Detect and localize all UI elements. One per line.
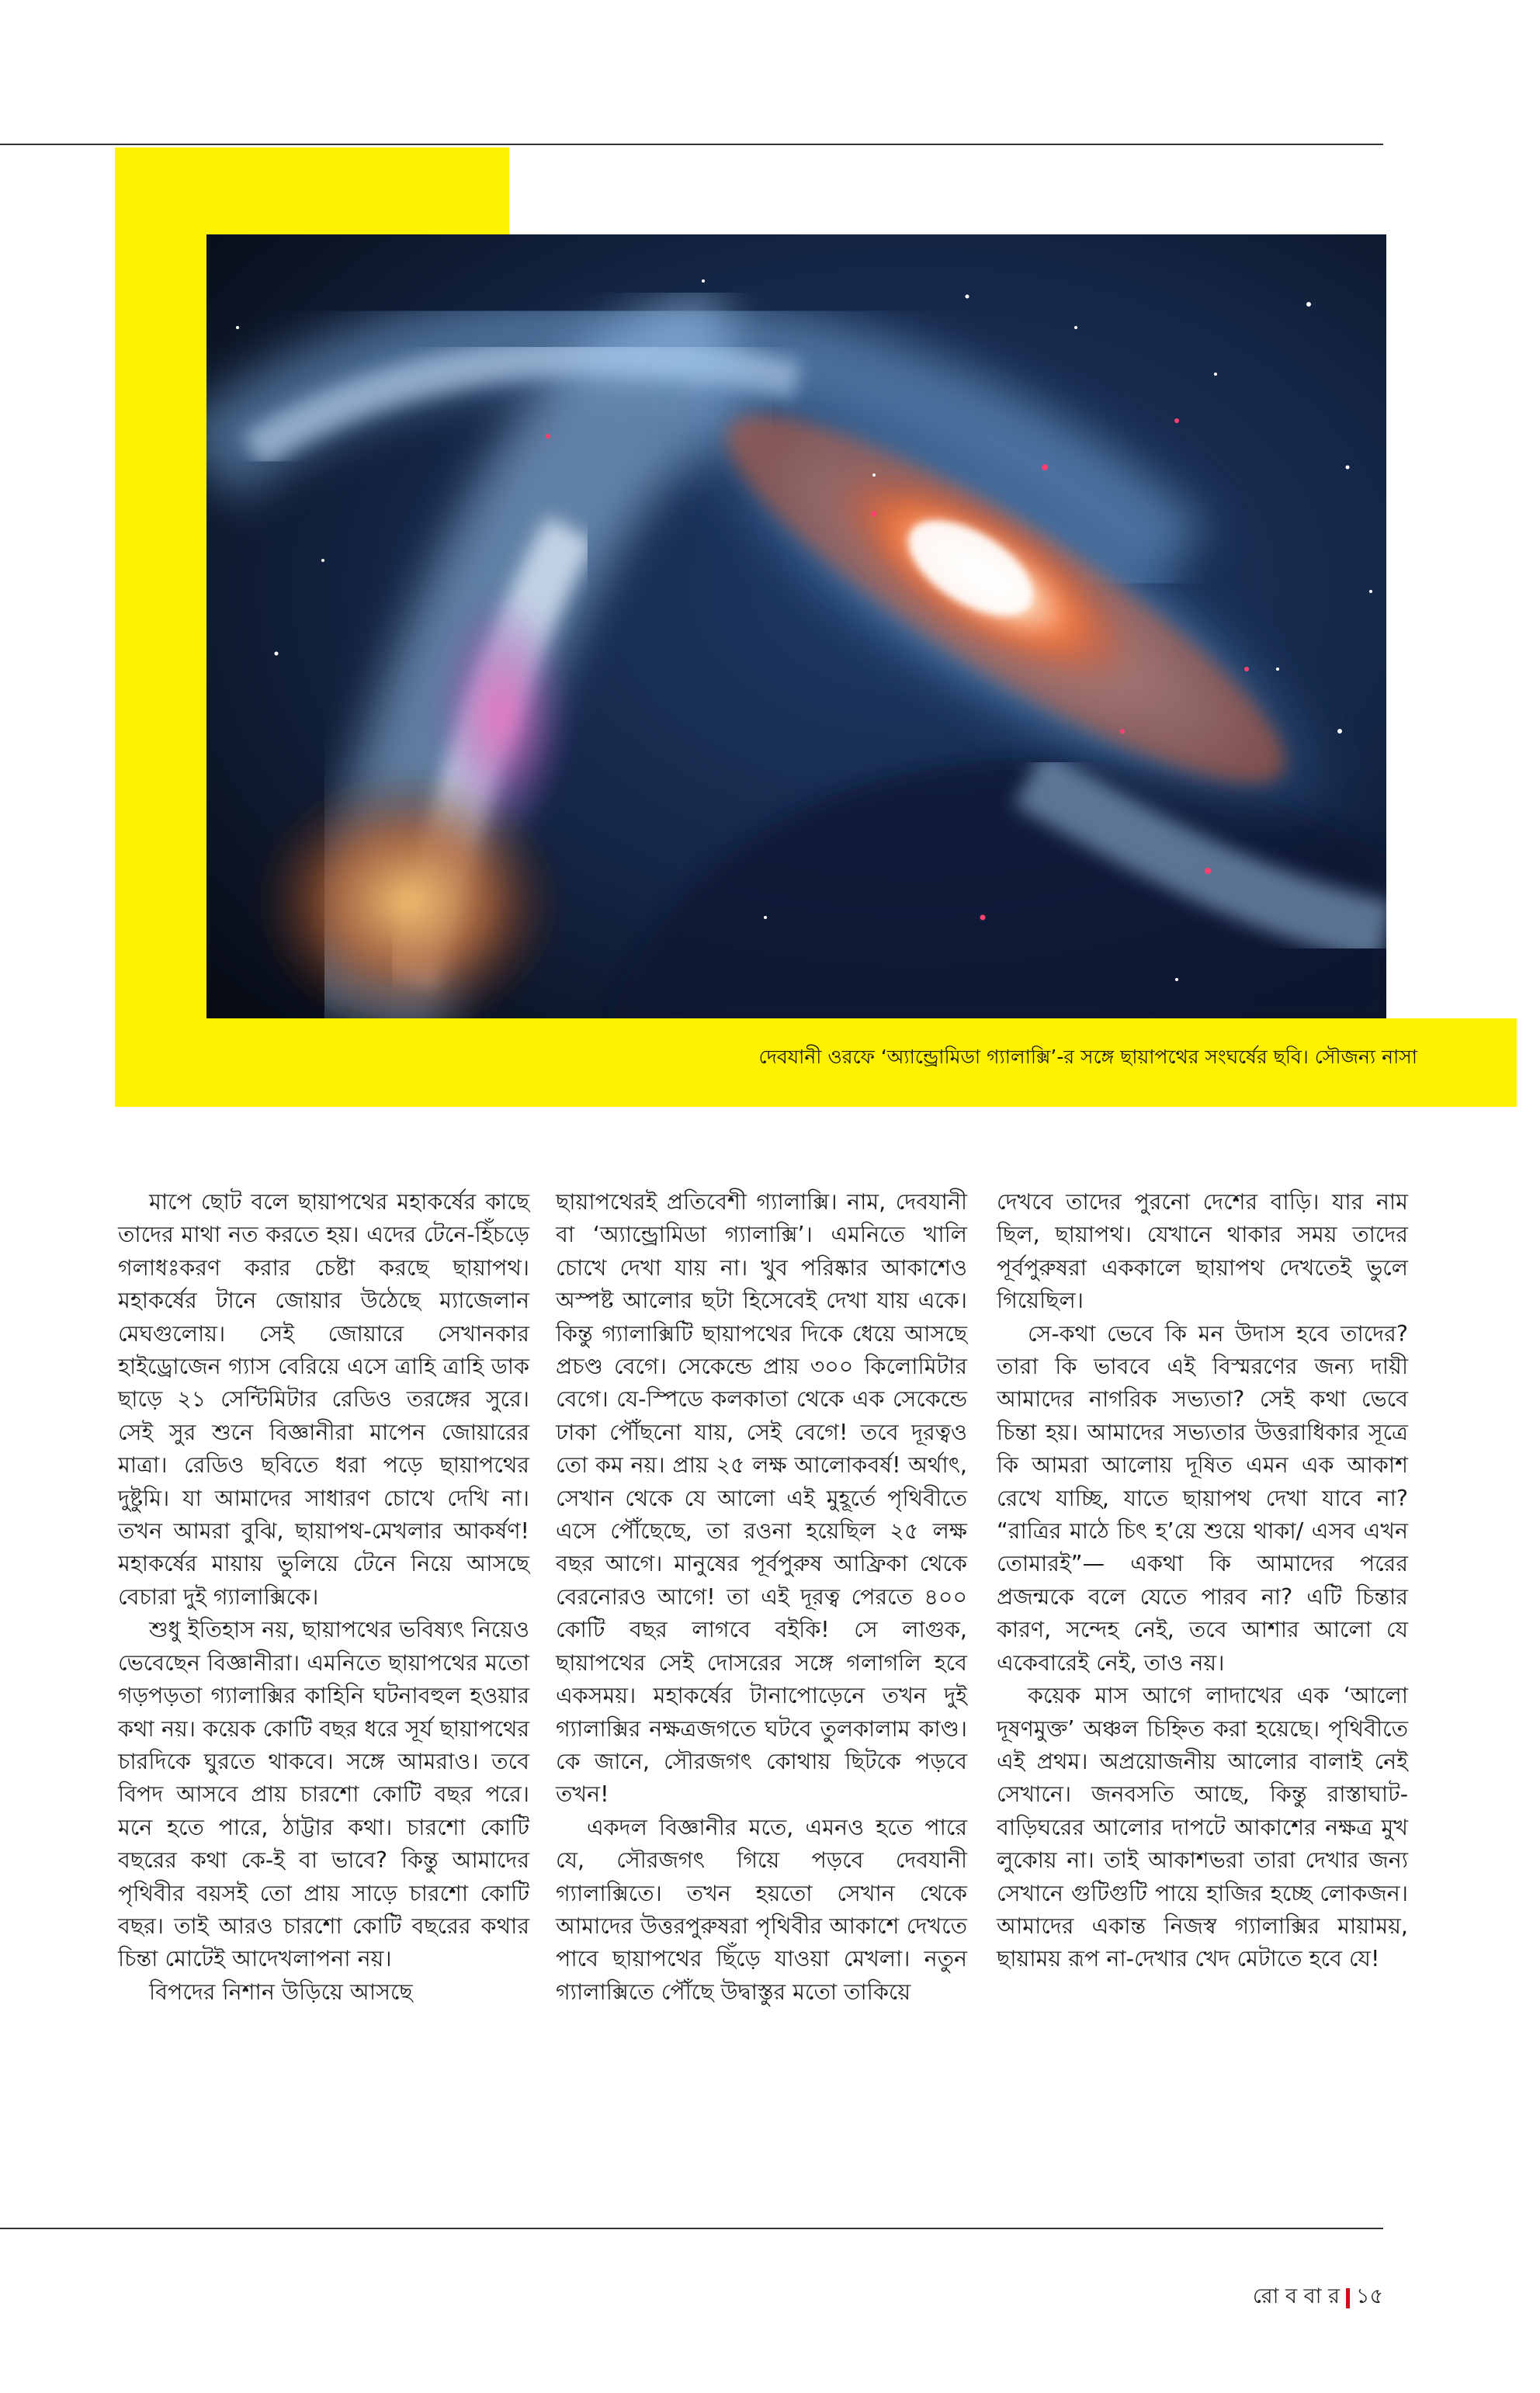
article-column-3: [997, 1186, 1408, 1976]
galaxy-collision-photo: [206, 234, 1386, 1018]
paragraph: শুধু ইতিহাস নয়, ছায়াপথের ভবিষ্যৎ নিয়েও ভেবেছেন বিজ্ঞানীরা। এমনিতে ছায়াপথের মতো গড়পড়তা গ্যালাক্সির কাহিনি ঘটনাবহুল হওয়ার কথা নয়। কয়েক কোটি বছর ধরে সূর্য ছায়াপথের চারদিকে ঘুরতে থাকবে। সঙ্গে আমরাও। তবে বিপদ আসবে প্রায় চারশো কোটি বছর পরে। মনে হতে পারে, ঠাট্টার কথা। চারশো কোটি বছরের কথা কে-ই বা ভাবে? কিন্তু আমাদের পৃথিবীর বয়সই তো প্রায় সাড়ে চারশো কোটি বছর। তাই আরও চারশো কোটি বছরের কথার চিন্তা মোটেই আদেখলাপনা নয়।: [118, 1617, 529, 1972]
top-rule: [0, 144, 1383, 145]
yellow-accent-left: [115, 147, 206, 1107]
page-folio: [1253, 2280, 1383, 2315]
paragraph: বিপদের নিশান উড়িয়ে আসছে: [149, 1979, 413, 2005]
article-column-1: [118, 1186, 529, 2009]
paragraph: একদল বিজ্ঞানীর মতে, এমনও হতে পারে যে, সৌরজগৎ গিয়ে পড়বে দেবযানী গ্যালাক্সিতে। তখন হয়তো সেখান থেকে আমাদের উত্তরপুরুষরা পৃথিবীর আকাশে দেখতে পাবে ছায়াপথের ছিঁড়ে যাওয়া মেখলা। নতুন গ্যালাক্সিতে পৌঁছে উদ্বাস্তুর মতো তাকিয়ে: [556, 1814, 967, 2005]
bottom-rule: [0, 2228, 1383, 2229]
paragraph: কয়েক মাস আগে লাদাখের এক ‘আলো দূষণমুক্ত’ অঞ্চল চিহ্নিত করা হয়েছে। পৃথিবীতে এই প্রথম। অপ্রয়োজনীয় আলোর বালাই নেই সেখানে। জনবসতি আছে, কিন্তু রাস্তাঘাট-বাড়িঘরের আলোর দাপটে আকাশের নক্ষত্র মুখ লুকোয় না। তাই আকাশভরা তারা দেখার জন্য সেখানে গুটিগুটি পায়ে হাজির হচ্ছে লোকজন। আমাদের একান্ত নিজস্ব গ্যালাক্সির মায়াময়, ছায়াময় রূপ না-দেখার খেদ মেটাতে হবে যে!: [997, 1683, 1408, 1972]
page-number: ১৫: [1355, 2284, 1383, 2308]
publication-name: রো ব বা র: [1252, 2284, 1340, 2308]
paragraph: সে-কথা ভেবে কি মন উদাস হবে তাদের? তারা কি ভাববে এই বিস্মরণের জন্য দায়ী আমাদের নাগরিক সভ্যতা? সেই কথা ভেবে চিন্তা হয়। আমাদের সভ্যতার উত্তরাধিকার সূত্রে কি আমরা আলোয় দূষিত এমন এক আকাশ রেখে যাচ্ছি, যাতে ছায়াপথ দেখা যাবে না? “রাত্রির মাঠে চিৎ হ’য়ে শুয়ে থাকা/ এসব এখন তোমারই”— একথা কি আমাদের পরের প্রজন্মকে বলে যেতে পারব না? এটি চিন্তার কারণ, সন্দেহ নেই, তবে আশার আলো যে একেবারেই নেই, তাও নয়।: [997, 1320, 1408, 1676]
folio-separator: [1346, 2288, 1350, 2308]
article-column-2: [556, 1186, 967, 2009]
paragraph: মাপে ছোট বলে ছায়াপথের মহাকর্ষের কাছে তাদের মাথা নত করতে হয়। এদের টেনে-হিঁচড়ে গলাধঃকরণ করার চেষ্টা করছে ছায়াপথ। মহাকর্ষের টানে জোয়ার উঠেছে ম্যাজেলান মেঘগুলোয়। সেই জোয়ারে সেখানকার হাইড্রোজেন গ্যাস বেরিয়ে এসে ত্রাহি ত্রাহি ডাক ছাড়ে ২১ সেন্টিমিটার রেডিও তরঙ্গের সুরে। সেই সুর শুনে বিজ্ঞানীরা মাপেন জোয়ারের মাত্রা। রেডিও ছবিতে ধরা পড়ে ছায়াপথের দুষ্টুমি। যা আমাদের সাধারণ চোখে দেখি না। তখন আমরা বুঝি, ছায়াপথ-মেখলার আকর্ষণ! মহাকর্ষের মায়ায় ভুলিয়ে টেনে নিয়ে আসছে বেচারা দুই গ্যালাক্সিকে।: [118, 1189, 529, 1610]
paragraph: দেখবে তাদের পুরনো দেশের বাড়ি। যার নাম ছিল, ছায়াপথ। যেখানে থাকার সময় তাদের পূর্বপুরুষরা এককালে ছায়াপথ দেখতেই ভুলে গিয়েছিল।: [997, 1189, 1408, 1314]
paragraph: ছায়াপথেরই প্রতিবেশী গ্যালাক্সি। নাম, দেবযানী বা ‘অ্যান্ড্রোমিডা গ্যালাক্সি’। এমনিতে খালি চোখে দেখা যায় না। খুব পরিষ্কার আকাশেও অস্পষ্ট আলোর ছটা হিসেবেই দেখা যায় একে। কিন্তু গ্যালাক্সিটি ছায়াপথের দিকে ধেয়ে আসছে প্রচণ্ড বেগে। সেকেন্ডে প্রায় ৩০০ কিলোমিটার বেগে। যে-স্পিডে কলকাতা থেকে এক সেকেন্ডে ঢাকা পৌঁছনো যায়, সেই বেগে! তবে দূরত্বও তো কম নয়। প্রায় ২৫ লক্ষ আলোকবর্ষ! অর্থাৎ, সেখান থেকে যে আলো এই মুহূর্তে পৃথিবীতে এসে পৌঁছেছে, তা রওনা হয়েছিল ২৫ লক্ষ বছর আগে। মানুষের পূর্বপুরুষ আফ্রিকা থেকে বেরনোরও আগে! তা এই দূরত্ব পেরতে ৪০০ কোটি বছর লাগবে বইকি! সে লাগুক, ছায়াপথের সেই দোসরের সঙ্গে গলাগলি হবে একসময়। মহাকর্ষের টানাপোড়েনে তখন দুই গ্যালাক্সির নক্ষত্রজগতে ঘটবে তুলকালাম কাণ্ড। কে জানে, সৌরজগৎ কোথায় ছিটকে পড়বে তখন!: [556, 1189, 967, 1808]
photo-caption: দেবযানী ওরফে ‘অ্যান্ড্রোমিডা গ্যালাক্সি’-র সঙ্গে ছায়াপথের সংঘর্ষের ছবি। সৌজন্য নাসা: [758, 1045, 1417, 1068]
